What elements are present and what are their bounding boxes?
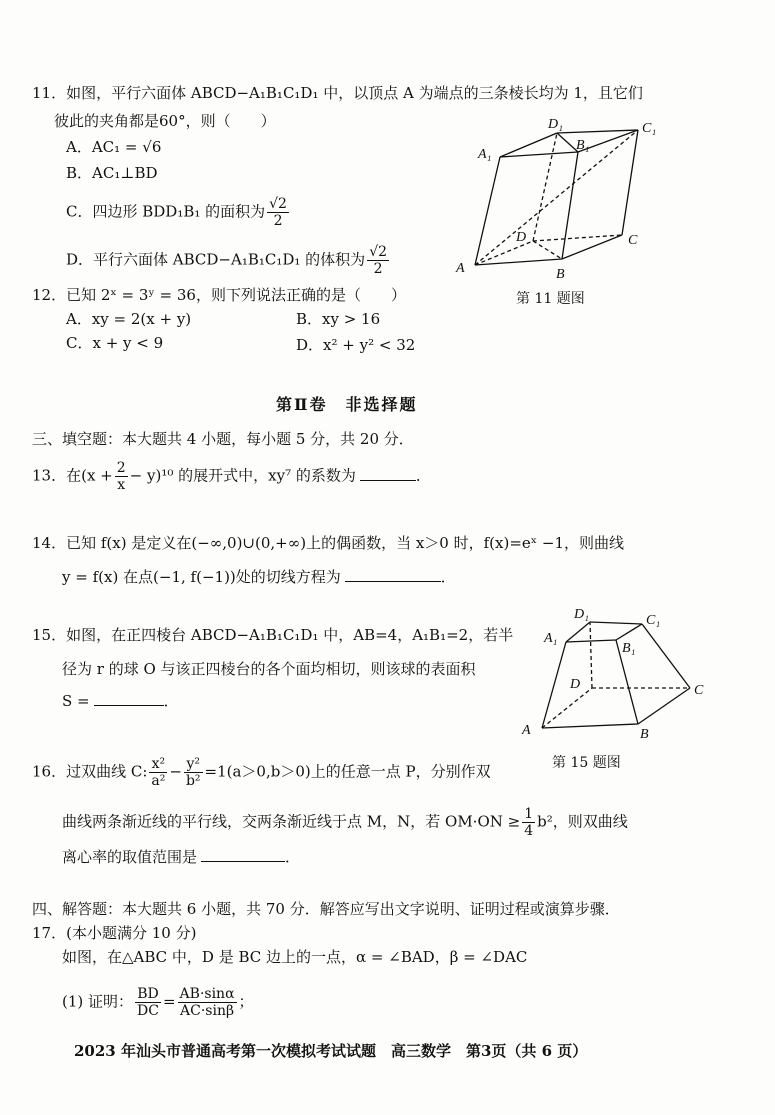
part-3-heading: 三、填空题：本大题共 4 小题，每小题 5 分，共 20 分． [32, 430, 414, 448]
label-b: B [640, 727, 649, 742]
frac-den: x [117, 477, 126, 493]
q12-stem: 12．已知 2ˣ = 3ʸ = 36，则下列说法正确的是（ ） [32, 286, 406, 304]
q16-post: =1(a＞0,b＞0)上的任意一点 P，分别作双 [204, 762, 491, 781]
q13-fraction [115, 460, 128, 493]
q17-fraction-left [135, 986, 161, 1019]
q15-line3-text: S = [62, 692, 90, 710]
q16-line2-pre: 曲线两条渐近线的平行线，交两条渐近线于点 M，N，若 OM·ON ≥ [62, 812, 521, 831]
q16-answer-blank[interactable] [201, 847, 285, 862]
q11-option-d-fraction [367, 244, 389, 277]
q15-line2: 径为 r 的球 O 与该正四棱台的各个面均相切，则该球的表面积 [62, 660, 476, 678]
label-b1: B₁ [576, 138, 590, 153]
frac-num: √2 [269, 196, 287, 212]
q13-answer-blank[interactable] [360, 466, 416, 481]
frac-den: AC·sinβ [180, 1003, 235, 1019]
label-c1: C₁ [642, 121, 657, 136]
label-c: C [694, 683, 704, 698]
figure-15-frustum [518, 600, 718, 748]
q16-fraction-x [149, 756, 167, 789]
label-b: B [556, 267, 565, 282]
label-a: A [522, 723, 531, 738]
q17-stem: 如图，在△ABC 中，D 是 BC 边上的一点，α = ∠BAD，β = ∠DAC [62, 948, 528, 966]
frac-num: AB·sinα [179, 986, 235, 1002]
q11-option-b: B．AC₁⊥BD [66, 164, 158, 182]
page-footer: 2023 年汕头市普通高考第一次模拟考试试题 高三数学 第3页（共 6 页） [74, 1042, 588, 1060]
label-b1: B₁ [622, 641, 636, 656]
q11-stem-line2: 彼此的夹角都是60°，则（ ） [54, 112, 276, 130]
q16-pre: 16．过双曲线 C: [32, 762, 148, 781]
frac-den: 2 [373, 261, 383, 277]
q11-option-c [66, 196, 291, 229]
label-d: D [516, 230, 527, 245]
q12-option-d: D．x² + y² < 32 [296, 336, 416, 354]
label-d1: D₁ [548, 117, 563, 132]
q14-answer-blank[interactable] [345, 567, 441, 582]
q16-line3-text: 离心率的取值范围是 [62, 848, 198, 866]
q15-end: ． [163, 692, 179, 710]
q11-option-c-text: C．四边形 BDD₁B₁ 的面积为 [66, 202, 266, 221]
q14-line2-text: y = f(x) 在点(−1, f(−1))处的切线方程为 [62, 568, 341, 586]
label-a1: A₁ [544, 631, 558, 646]
frac-den: b² [185, 773, 201, 789]
q16-line2-post: b²，则双曲线 [537, 812, 628, 831]
q13-end: ． [415, 466, 431, 485]
q16-line3 [62, 846, 300, 868]
q15-line3 [62, 690, 179, 712]
label-a1: A₁ [478, 147, 492, 162]
q11-stem-line1: 11．如图，平行六面体 ABCD−A₁B₁C₁D₁ 中，以顶点 A 为端点的三条棱长均为 1，且它们 [32, 84, 643, 102]
frac-num: 2 [116, 460, 126, 476]
q17-equals: = [162, 992, 176, 1011]
frac-num: √2 [369, 244, 388, 260]
q12-option-b: B．xy > 16 [296, 310, 381, 328]
q17-fraction-right [178, 986, 237, 1019]
q11-option-d-text: D．平行六面体 ABCD−A₁B₁C₁D₁ 的体积为 [66, 250, 366, 269]
q15-line1: 15．如图，在正四棱台 ABCD−A₁B₁C₁D₁ 中，AB=4，A₁B₁=2，若半 [32, 626, 514, 644]
q14-line2 [62, 566, 456, 588]
frac-den: 2 [273, 213, 283, 229]
figure-15-caption: 第 15 题图 [552, 755, 621, 771]
q12-option-c: C．x + y < 9 [66, 334, 164, 352]
frac-den: a² [151, 773, 166, 789]
label-c: C [628, 233, 638, 248]
frac-num: y² [184, 756, 203, 773]
frac-num: 1 [524, 806, 534, 822]
frac-num: BD [135, 986, 161, 1003]
q13-post: − y)¹⁰ 的展开式中，xy⁷ 的系数为 [129, 466, 356, 485]
q17-part1-label: (1) 证明： [62, 992, 134, 1011]
part-4-heading: 四、解答题：本大题共 6 小题，共 70 分．解答应写出文字说明、证明过程或演算步骤． [32, 900, 620, 918]
q17-title: 17．(本小题满分 10 分) [32, 924, 197, 942]
q16-fraction-y [184, 756, 203, 789]
q16-minus: − [169, 762, 182, 781]
q13 [32, 460, 431, 493]
q17-part1 [62, 986, 254, 1019]
section-2-title: 第Ⅱ卷 非选择题 [276, 395, 418, 414]
q16-fraction-quarter [522, 806, 535, 839]
figure-11-caption: 第 11 题图 [516, 291, 585, 307]
label-d1: D₁ [574, 607, 589, 622]
label-d: D [570, 677, 581, 692]
q16-end: ． [285, 848, 301, 866]
q13-pre: 13．在(x + [32, 466, 113, 485]
q11-option-a: A．AC₁ = √6 [66, 138, 162, 156]
q17-part1-end: ； [238, 992, 254, 1011]
frac-num: x² [149, 756, 167, 773]
q16-line1 [32, 756, 491, 789]
label-a: A [456, 261, 465, 276]
q15-answer-blank[interactable] [94, 691, 164, 706]
q14-end: ． [440, 568, 456, 586]
frac-den: 4 [524, 823, 534, 839]
q11-option-d [66, 244, 391, 277]
q16-line2 [62, 806, 628, 839]
q14-line1: 14．已知 f(x) 是定义在(−∞,0)∪(0,+∞)上的偶函数，当 x＞0 时，f(x)=eˣ −1，则曲线 [32, 534, 625, 552]
q12-option-a: A．xy = 2(x + y) [66, 310, 192, 328]
frac-den: DC [137, 1003, 159, 1019]
figure-11-parallelepiped [450, 110, 680, 285]
label-c1: C₁ [646, 613, 661, 628]
q11-option-c-fraction [267, 196, 289, 229]
